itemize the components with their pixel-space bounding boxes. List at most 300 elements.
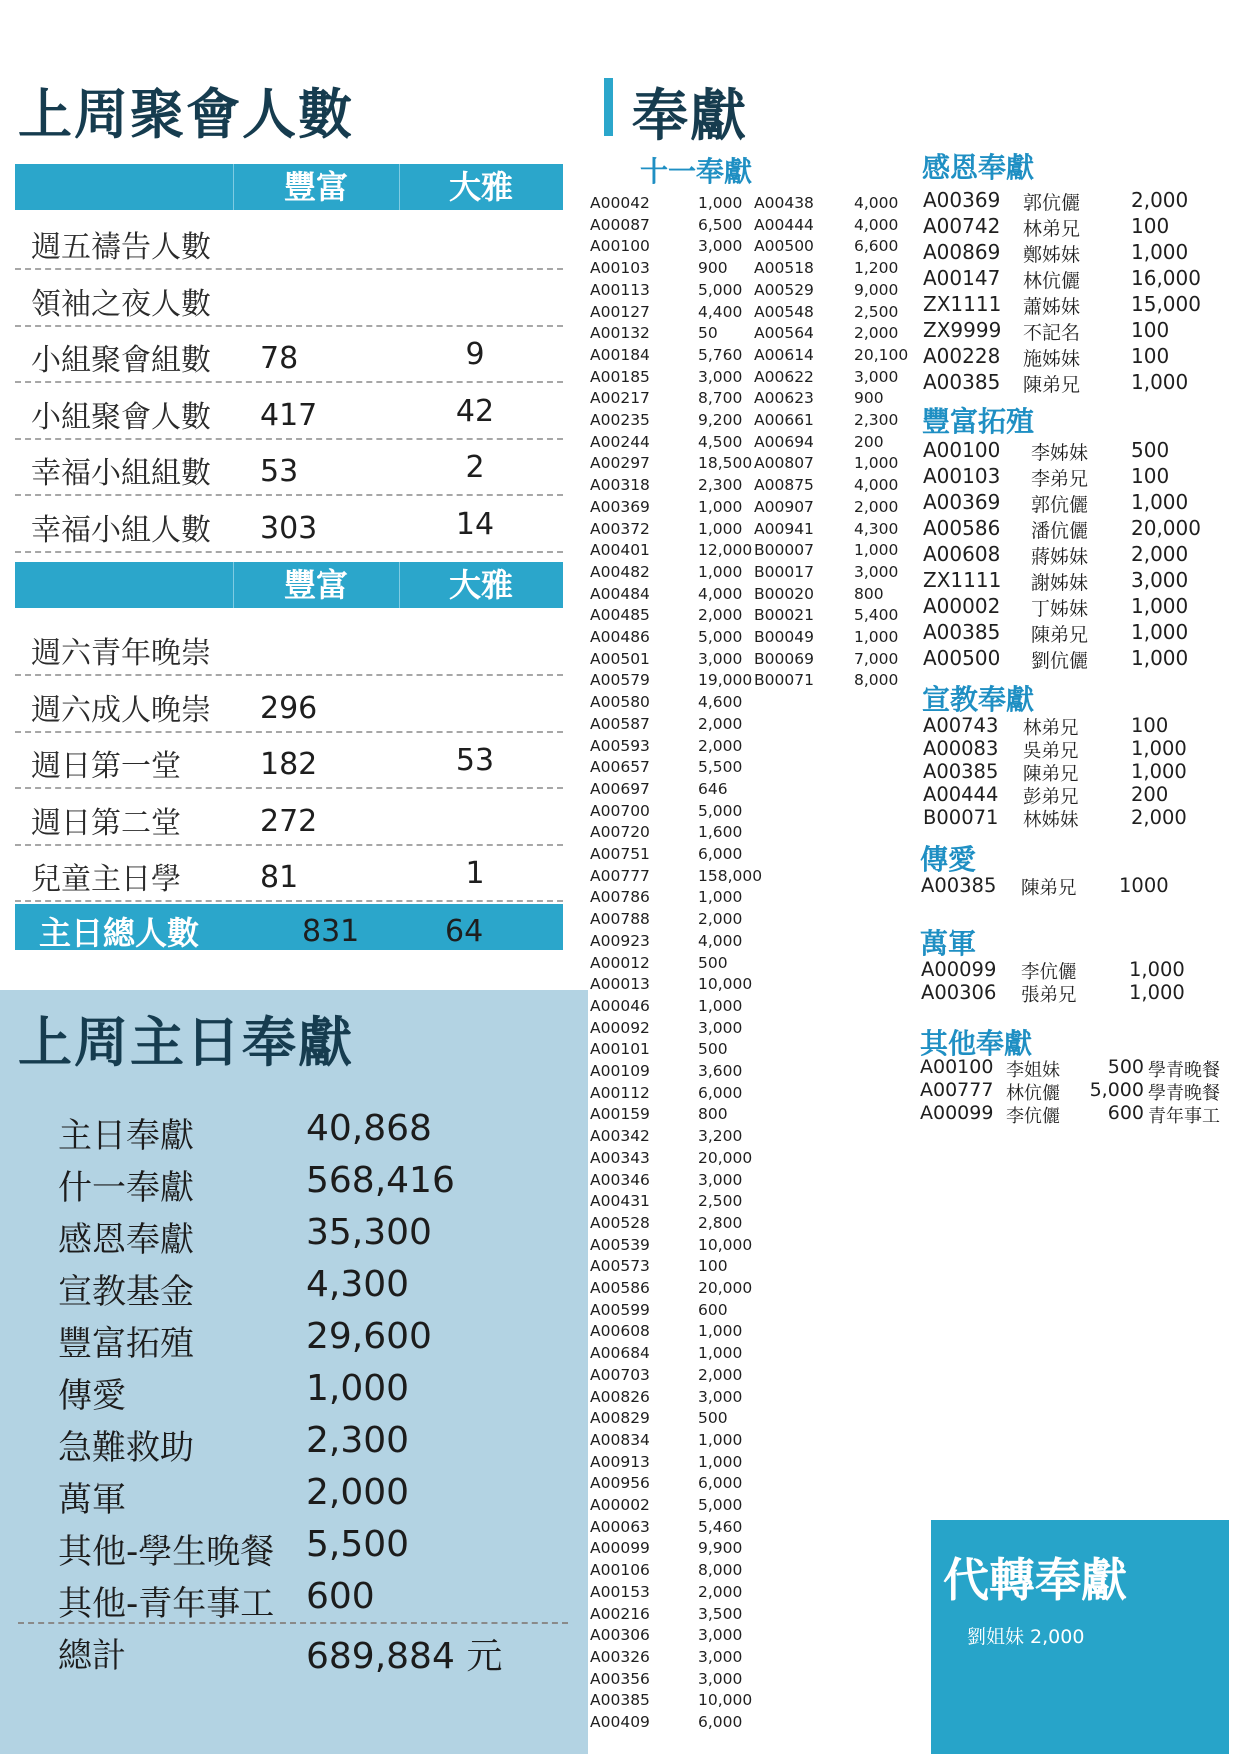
- tithe-id: A00431: [590, 1192, 650, 1211]
- tithe-amount: 2,000: [698, 1582, 743, 1601]
- attendance-row-daya: 14: [455, 506, 495, 542]
- other-row: [920, 1079, 1220, 1103]
- tithe-id: A00777: [590, 866, 650, 885]
- tithe-amount: 1,200: [854, 259, 899, 278]
- thanks-amount: 100: [1131, 344, 1170, 368]
- other-row: [920, 1102, 1220, 1126]
- tithe-id: A00622: [754, 367, 814, 386]
- tithe-id: A00697: [590, 779, 650, 798]
- summary-row-label: 萬軍: [58, 1480, 126, 1520]
- mission-amount: 200: [1131, 783, 1169, 806]
- tithe-amount: 4,300: [854, 519, 899, 538]
- hosts-id: A00306: [921, 981, 997, 1004]
- attendance-row: [15, 271, 563, 327]
- thanks-amount: 15,000: [1131, 292, 1201, 316]
- colonize-row: [923, 516, 1223, 542]
- tithe-amount: 5,400: [854, 606, 899, 625]
- attendance-row: [15, 846, 563, 902]
- tithe-id: A00528: [590, 1213, 650, 1232]
- attendance-row-daya: 53: [455, 743, 495, 778]
- summary-row-label: 其他-學生晚餐: [58, 1532, 275, 1572]
- tithe-id: A00700: [590, 801, 650, 820]
- attendance-row-label: 小組聚會人數: [31, 399, 211, 435]
- thanks-id: A00228: [923, 344, 1001, 368]
- thanks-name: 不記名: [1023, 322, 1081, 344]
- summary-row-label: 急難救助: [58, 1428, 194, 1468]
- tithe-id: A00661: [754, 411, 814, 429]
- tithe-id: A00482: [590, 562, 650, 581]
- tithe-amount: 1,000: [698, 996, 743, 1015]
- mission-amount: 100: [1131, 714, 1169, 737]
- colonize-amount: 1,000: [1131, 594, 1189, 618]
- tithe-row: [754, 563, 904, 585]
- tithe-id: A00599: [590, 1300, 650, 1319]
- tithe-id: A00046: [590, 996, 650, 1015]
- attendance-row-label: 週日第一堂: [31, 749, 181, 784]
- tithe-row: [590, 1561, 743, 1583]
- tithe-amount: 4,000: [854, 215, 899, 234]
- other-name: 林伉儷: [1006, 1083, 1060, 1104]
- tithe-id: A00306: [590, 1626, 650, 1645]
- tithe-row: [590, 714, 743, 737]
- tithe-id: A00788: [590, 910, 650, 929]
- thanks-amount: 1,000: [1131, 370, 1189, 394]
- tithe-amount: 3,000: [698, 367, 743, 386]
- colonize-id: A00369: [923, 490, 1001, 514]
- tithe-row: [590, 1430, 743, 1453]
- mission-amount: 1,000: [1131, 760, 1187, 783]
- tithe-id: A00112: [590, 1083, 650, 1102]
- tithe-amount: 10,000: [698, 1691, 753, 1710]
- tithe-amount: 4,400: [698, 302, 743, 321]
- tithe-row: [590, 1344, 743, 1366]
- tithe-row: [754, 237, 904, 259]
- tithe-id: A00657: [590, 758, 650, 777]
- tithe-amount: 5,000: [698, 280, 743, 299]
- tithe-amount: 900: [698, 259, 728, 278]
- tithe-amount: 500: [698, 1409, 728, 1428]
- summary-title: 上周主日奉獻: [18, 1011, 354, 1074]
- tithe-amount: 2,500: [698, 1192, 743, 1211]
- tithe-row: [590, 259, 740, 281]
- tithe-row: [590, 519, 743, 542]
- tithe-amount: 1,000: [698, 1322, 743, 1341]
- mission-name: 林弟兄: [1023, 718, 1079, 739]
- colonize-id: A00002: [923, 594, 1001, 618]
- tithe-id: A00132: [590, 324, 650, 343]
- tithe-amount: 200: [854, 432, 884, 451]
- tithe-id: A00326: [590, 1647, 650, 1666]
- summary-row-label: 豐富拓殖: [58, 1324, 194, 1364]
- other-purpose: 學青晚餐: [1148, 1083, 1220, 1104]
- tithe-amount: 800: [698, 1105, 728, 1124]
- hosts-title: 萬軍: [920, 927, 977, 960]
- thanks-row: [923, 344, 1223, 370]
- attendance-row-label: 兒童主日學: [31, 862, 181, 897]
- attendance-row-fengfu: 81: [260, 860, 299, 895]
- thanks-row: [923, 240, 1223, 266]
- tithe-amount: 1,000: [854, 541, 899, 560]
- tithe-amount: 1,000: [698, 519, 743, 538]
- tithe-row: [590, 1582, 743, 1605]
- colonize-name: 謝姊妹: [1031, 572, 1089, 594]
- tithe-amount: 4,500: [698, 432, 743, 451]
- thanks-name: 蕭姊妹: [1023, 296, 1081, 318]
- tithe-amount: 8,700: [698, 389, 743, 408]
- thanks-name: 林伉儷: [1023, 270, 1081, 292]
- tithe-amount: 6,000: [698, 1713, 743, 1731]
- thanks-title: 感恩奉獻: [922, 151, 1035, 184]
- attendance-row-fengfu: 417: [260, 397, 318, 433]
- tithe-id: A00684: [590, 1344, 650, 1363]
- tithe-row: [590, 497, 743, 520]
- summary-divider: [18, 1622, 568, 1624]
- tithe-id: A00564: [754, 324, 814, 343]
- tithe-row: [590, 1365, 743, 1388]
- tithe-amount: 1,000: [698, 562, 743, 581]
- tithe-amount: 2,000: [698, 910, 743, 929]
- tithe-row: [590, 1040, 740, 1062]
- tithe-amount: 9,200: [698, 411, 743, 429]
- thanks-amount: 1,000: [1131, 240, 1189, 264]
- tithe-amount: 20,100: [854, 345, 909, 364]
- tithe-amount: 4,000: [698, 584, 743, 603]
- tithe-amount: 2,000: [698, 1365, 743, 1384]
- colonize-amount: 1,000: [1131, 620, 1189, 644]
- mission-id: A00083: [923, 737, 999, 760]
- tithe-amount: 3,000: [698, 1170, 743, 1189]
- tithe-row: [754, 476, 904, 498]
- tithe-row: [590, 823, 743, 845]
- column-daya: 大雅: [448, 168, 513, 206]
- attendance-row-fengfu: 303: [260, 510, 318, 546]
- colonize-row: [923, 490, 1223, 516]
- tithe-row: [754, 303, 904, 325]
- tithe-id: A00807: [754, 454, 814, 473]
- colonize-name: 劉伉儷: [1031, 650, 1089, 672]
- tithe-id: A00369: [590, 497, 650, 516]
- tithe-row: [590, 1604, 743, 1627]
- attendance-row-label: 週六青年晚崇: [31, 636, 211, 671]
- hosts-row: [921, 981, 1221, 1007]
- tithe-row: [590, 237, 743, 259]
- summary-row-label: 主日奉獻: [58, 1116, 194, 1156]
- love-title: 傳愛: [920, 843, 977, 876]
- tithe-amount: 1,000: [698, 497, 743, 516]
- hosts-amount: 1,000: [1129, 981, 1185, 1004]
- tithe-id: A00385: [590, 1691, 650, 1710]
- mission-id: A00743: [923, 714, 999, 737]
- summary-row-value: 1,000: [306, 1368, 410, 1409]
- tithe-row: [590, 1105, 740, 1127]
- tithe-id: B00020: [754, 584, 814, 603]
- tithe-amount: 3,000: [698, 1647, 743, 1666]
- tithe-id: A00106: [590, 1561, 650, 1580]
- tithe-row: [590, 1496, 743, 1518]
- attendance-row-label: 週六成人晚崇: [31, 692, 211, 728]
- forward-line: 劉姐妹 2,000: [967, 1626, 1085, 1648]
- colonize-row: [923, 542, 1223, 568]
- tithe-row: [754, 454, 904, 476]
- tithe-amount: 3,000: [698, 1669, 743, 1688]
- tithe-amount: 646: [698, 779, 728, 798]
- summary-row-label: 其他-青年事工: [58, 1584, 275, 1624]
- tithe-row: [590, 367, 743, 390]
- attendance-total-label: 主日總人數: [39, 914, 200, 952]
- attendance-row: [15, 733, 563, 789]
- tithe-row: [590, 1192, 743, 1214]
- colonize-id: A00586: [923, 516, 1001, 540]
- tithe-amount: 4,000: [854, 476, 899, 495]
- tithe-row: [590, 1257, 740, 1279]
- thanks-amount: 100: [1131, 214, 1170, 238]
- colonize-title: 豐富拓殖: [922, 405, 1035, 438]
- tithe-id: B00017: [754, 562, 814, 581]
- tithe-row: [590, 1322, 743, 1344]
- column-fengfu: 豐富: [283, 566, 348, 604]
- tithe-id: A00923: [590, 931, 650, 950]
- attendance-row: [15, 214, 563, 270]
- tithe-id: A00013: [590, 975, 650, 994]
- tithe-id: B00049: [754, 628, 814, 646]
- tithe-row: [590, 1018, 743, 1041]
- colonize-id: ZX1111: [923, 568, 1002, 592]
- tithe-amount: 3,000: [698, 1626, 743, 1645]
- tithe-row: [590, 541, 753, 563]
- tithe-amount: 1,000: [698, 194, 743, 212]
- thanks-name: 林弟兄: [1023, 218, 1081, 240]
- attendance-row-label: 幸福小組組數: [31, 456, 211, 491]
- mission-name: 彭弟兄: [1023, 787, 1079, 808]
- tithe-amount: 900: [854, 389, 884, 408]
- other-purpose: 學青晚餐: [1148, 1060, 1220, 1081]
- attendance-row-daya: 1: [465, 856, 485, 891]
- tithe-id: A00913: [590, 1452, 650, 1471]
- tithe-row: [590, 671, 753, 693]
- mission-name: 林姊妹: [1023, 810, 1079, 831]
- attendance-row-daya: 42: [455, 393, 495, 429]
- tithe-row: [590, 1127, 743, 1149]
- tithe-amount: 4,600: [698, 693, 743, 712]
- tithe-row: [590, 476, 743, 498]
- tithe-row: [590, 1517, 743, 1540]
- colonize-row: [923, 568, 1223, 594]
- column-daya: 大雅: [448, 566, 513, 604]
- thanks-name: 郭伉儷: [1023, 192, 1081, 214]
- tithe-amount: 2,000: [698, 736, 743, 755]
- tithe-row: [754, 324, 904, 346]
- tithe-id: A00500: [754, 237, 814, 256]
- tithe-row: [590, 996, 743, 1019]
- attendance-row-label: 幸福小組人數: [31, 512, 211, 548]
- summary-total-label: 總計: [58, 1636, 126, 1676]
- tithe-id: A00539: [590, 1235, 650, 1254]
- tithe-amount: 2,000: [854, 324, 899, 343]
- tithe-id: A00318: [590, 476, 650, 495]
- tithe-id: A00573: [590, 1257, 650, 1276]
- tithe-row: [590, 888, 743, 910]
- tithe-amount: 19,000: [698, 671, 753, 690]
- colonize-id: A00103: [923, 464, 1001, 488]
- love-id: A00385: [921, 874, 997, 897]
- tithe-id: A00703: [590, 1365, 650, 1384]
- tithe-id: A00092: [590, 1018, 650, 1037]
- attendance-row: [15, 384, 563, 440]
- tithe-row: [590, 324, 740, 346]
- tithe-amount: 5,000: [698, 1496, 743, 1514]
- tithe-amount: 1,000: [854, 628, 899, 646]
- attendance-total-fengfu: 831: [302, 914, 360, 949]
- colonize-name: 蔣姊妹: [1031, 546, 1089, 568]
- tithe-amount: 1,600: [698, 823, 743, 842]
- love-name: 陳弟兄: [1021, 878, 1077, 899]
- tithe-amount: 5,000: [698, 801, 743, 820]
- colonize-name: 李弟兄: [1031, 468, 1089, 490]
- tithe-row: [590, 194, 743, 216]
- tithe-amount: 3,600: [698, 1062, 743, 1080]
- mission-title: 宣教奉獻: [922, 683, 1035, 716]
- attendance-row-label: 領袖之夜人數: [31, 286, 211, 322]
- tithe-amount: 2,000: [698, 714, 743, 733]
- tithe-id: A00826: [590, 1387, 650, 1406]
- tithe-id: A00100: [590, 237, 650, 256]
- tithe-row: [590, 1235, 753, 1258]
- colonize-name: 李姊妹: [1031, 442, 1089, 464]
- tithe-amount: 18,500: [698, 454, 753, 473]
- tithe-id: A00342: [590, 1127, 650, 1146]
- tithe-row: [590, 454, 753, 476]
- colonize-id: A00385: [923, 620, 1001, 644]
- thanks-row: [923, 370, 1223, 396]
- summary-total-value: 689,884 元: [306, 1636, 503, 1677]
- thanks-id: A00147: [923, 266, 1001, 290]
- tithe-amount: 3,000: [698, 237, 743, 256]
- tithe-row: [590, 562, 743, 585]
- tithe-id: A00694: [754, 432, 814, 451]
- tithe-row: [590, 1213, 743, 1236]
- tithe-id: A00153: [590, 1582, 650, 1601]
- attendance-row-daya: 2: [465, 450, 485, 485]
- colonize-amount: 1,000: [1131, 490, 1189, 514]
- colonize-row: [923, 464, 1223, 490]
- tithe-row: [590, 1474, 743, 1496]
- tithe-row: [754, 671, 904, 693]
- mission-amount: 1,000: [1131, 737, 1187, 760]
- tithe-id: A00444: [754, 215, 814, 234]
- mission-id: A00444: [923, 783, 999, 806]
- forward-offering-panel: [931, 1520, 1229, 1754]
- other-name: 李伉儷: [1006, 1106, 1060, 1127]
- tithe-id: A00113: [590, 280, 650, 299]
- tithe-row: [754, 216, 904, 238]
- summary-row-label: 感恩奉獻: [58, 1220, 194, 1260]
- tithe-amount: 20,000: [698, 1148, 753, 1167]
- attendance-row-label: 週五禱告人數: [31, 230, 211, 265]
- summary-row-value: 600: [306, 1576, 375, 1617]
- mission-name: 吳弟兄: [1023, 741, 1079, 762]
- tithe-id: A00486: [590, 628, 650, 646]
- tithe-amount: 8,000: [698, 1561, 743, 1580]
- other-name: 李姐妹: [1006, 1060, 1060, 1081]
- tithe-amount: 158,000: [698, 866, 763, 885]
- summary-row-value: 4,300: [306, 1264, 410, 1305]
- hosts-name: 李伉儷: [1021, 962, 1077, 983]
- tithe-amount: 1,000: [698, 1344, 743, 1363]
- thanks-amount: 2,000: [1131, 188, 1189, 212]
- colonize-id: A00100: [923, 438, 1001, 462]
- tithe-amount: 500: [698, 1040, 728, 1059]
- summary-row-label: 宣教基金: [58, 1272, 194, 1312]
- tithe-amount: 5,460: [698, 1517, 743, 1536]
- tithe-id: A00409: [590, 1713, 650, 1731]
- love-row: [921, 874, 1221, 900]
- love-amount: 1000: [1119, 874, 1169, 897]
- tithe-row: [590, 954, 740, 976]
- tithe-amount: 3,500: [698, 1604, 743, 1623]
- tithe-amount: 6,500: [698, 215, 743, 234]
- tithe-id: A00346: [590, 1170, 650, 1189]
- attendance-row: [15, 440, 563, 496]
- tithe-id: A00087: [590, 215, 650, 234]
- colonize-amount: 20,000: [1131, 516, 1201, 540]
- tithe-amount: 4,000: [698, 931, 743, 950]
- colonize-id: A00500: [923, 646, 1001, 670]
- offering-title: 奉獻: [632, 84, 748, 149]
- colonize-name: 郭伉儷: [1031, 494, 1089, 516]
- tithe-id: A00235: [590, 411, 650, 429]
- tithe-amount: 8,000: [854, 671, 899, 690]
- colonize-row: [923, 438, 1223, 464]
- tithe-row: [590, 975, 753, 997]
- colonize-row: [923, 620, 1223, 646]
- thanks-row: [923, 214, 1223, 240]
- forward-title: 代轉奉獻: [943, 1553, 1127, 1607]
- colonize-row: [923, 646, 1223, 672]
- tithe-id: A00216: [590, 1604, 650, 1623]
- colonize-name: 陳弟兄: [1031, 624, 1089, 646]
- other-id: A00099: [920, 1102, 994, 1124]
- tithe-id: B00069: [754, 649, 814, 668]
- tithe-id: A00244: [590, 432, 650, 451]
- tithe-id: A00518: [754, 259, 814, 278]
- tithe-id: A00587: [590, 714, 650, 733]
- tithe-id: A00217: [590, 389, 650, 408]
- attendance-row-fengfu: 53: [260, 454, 299, 489]
- offering-accent-bar: [604, 78, 613, 136]
- tithe-id: A00529: [754, 280, 814, 299]
- other-id: A00100: [920, 1056, 994, 1078]
- tithe-id: A00297: [590, 454, 650, 473]
- tithe-row: [754, 389, 904, 411]
- tithe-row: [754, 411, 904, 433]
- tithe-id: A00101: [590, 1040, 650, 1059]
- tithe-row: [590, 411, 743, 433]
- thanks-row: [923, 318, 1223, 344]
- summary-row-value: 29,600: [306, 1316, 432, 1357]
- tithe-id: A00614: [754, 345, 814, 364]
- tithe-id: A00127: [590, 302, 650, 321]
- mission-id: A00385: [923, 760, 999, 783]
- tithe-row: [590, 215, 743, 238]
- column-fengfu: 豐富: [283, 168, 348, 206]
- tithe-amount: 2,300: [854, 411, 899, 429]
- tithe-id: A00099: [590, 1539, 650, 1558]
- tithe-row: [754, 368, 904, 390]
- thanks-id: A00869: [923, 240, 1001, 264]
- tithe-row: [590, 910, 743, 932]
- tithe-row: [590, 758, 743, 780]
- colonize-name: 潘伉儷: [1031, 520, 1089, 542]
